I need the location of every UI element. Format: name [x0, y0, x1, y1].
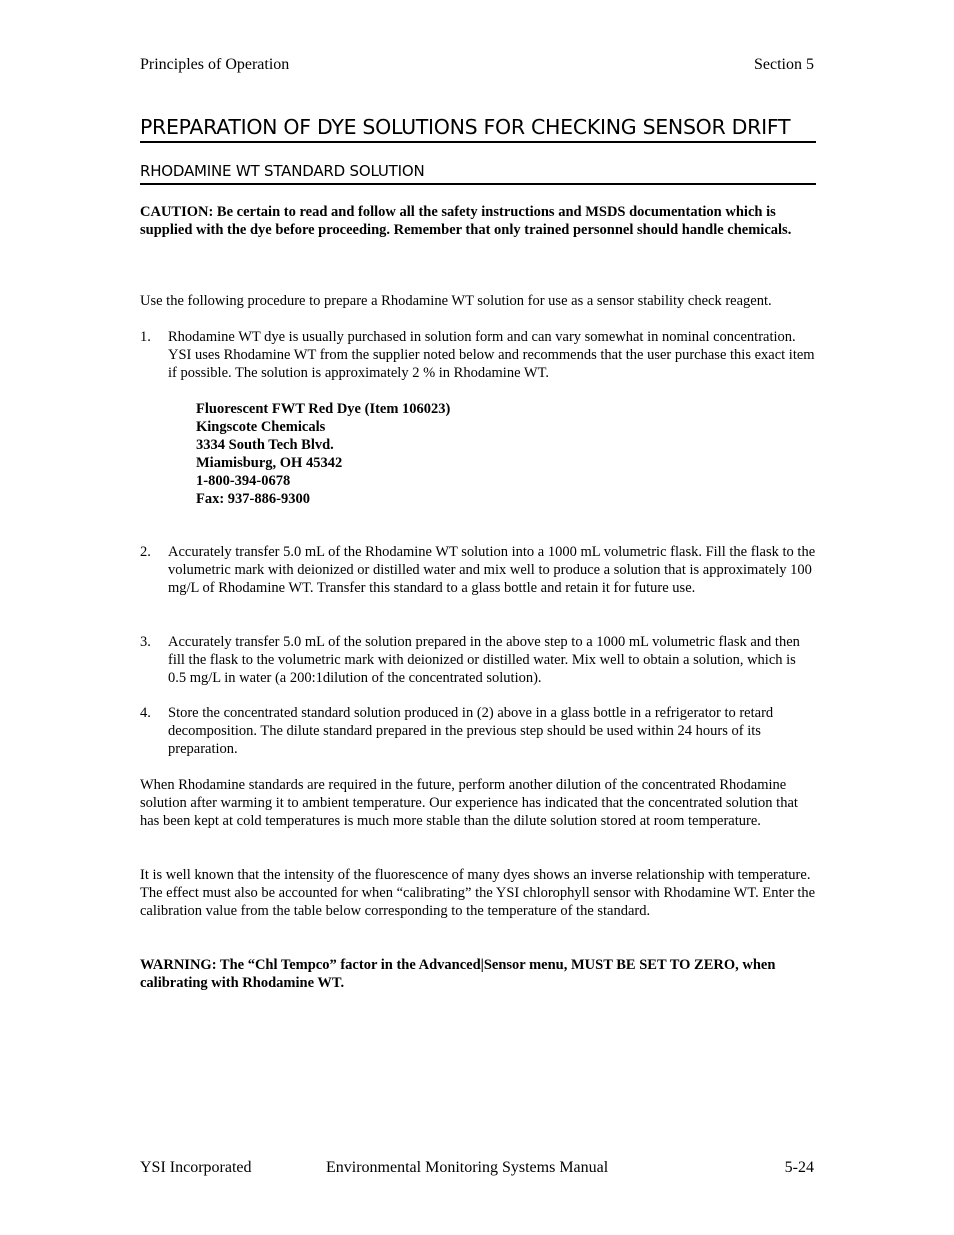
- section-title: PREPARATION OF DYE SOLUTIONS FOR CHECKING SENSOR DRIFT: [140, 114, 816, 143]
- header-section: Section 5: [754, 56, 814, 73]
- step-number: 2.: [140, 544, 151, 560]
- step-text: Accurately transfer 5.0 mL of the Rhodamine WT solution into a 1000 mL volumetric flask. Fill the flask to the volumetric mark with deionized or distilled water and mix well to produce a solution that is approximately 100 mg/L of Rhodamine WT. Transfer this standard to a glass bottle and retain it for future use.: [168, 544, 816, 596]
- step-4: [140, 704, 816, 758]
- header-chapter: Principles of Operation: [140, 56, 290, 73]
- step-text: Accurately transfer 5.0 mL of the solution prepared in the above step to a 1000 mL volumetric flask and then fill the flask to the volumetric mark with deionized or distilled water. Mix well to obtain a solution, which is 0.5 mg/L in water (a 200:1dilution of the concentrated solution).: [168, 634, 800, 686]
- step-text: Store the concentrated standard solution produced in (2) above in a glass bottle in a refrigerator to retard decomposition. The dilute standard prepared in the previous step should be used within 24 hours of its preparation.: [168, 705, 774, 757]
- intro-paragraph: Use the following procedure to prepare a Rhodamine WT solution for use as a sensor stability check reagent.: [140, 293, 772, 309]
- step-text: Rhodamine WT dye is usually purchased in solution form and can vary somewhat in nominal concentration. YSI uses Rhodamine WT from the supplier noted below and recommends that the user purchase this exact item if possible. The solution is approximately 2 % in Rhodamine WT.: [168, 329, 815, 381]
- supplier-street: 3334 South Tech Blvd.: [196, 437, 334, 453]
- supplier-address: [196, 400, 450, 508]
- caution-paragraph: CAUTION: Be certain to read and follow all the safety instructions and MSDS documentation which is supplied with the dye before proceeding. Remember that only trained personnel should handle chemicals.: [140, 204, 792, 238]
- step-number: 3.: [140, 634, 151, 650]
- footer-company: YSI Incorporated: [140, 1159, 252, 1176]
- supplier-phone: 1-800-394-0678: [196, 473, 291, 489]
- step-number: 4.: [140, 705, 151, 721]
- supplier-company: Kingscote Chemicals: [196, 419, 326, 435]
- subsection-title: RHODAMINE WT STANDARD SOLUTION: [140, 161, 816, 185]
- temperature-paragraph: It is well known that the intensity of the fluorescence of many dyes shows an inverse relationship with temperature. The effect must also be accounted for when “calibrating” the YSI chlorophyll sensor with Rhodamine WT. Enter the calibration value from the table below corresponding to the temperature of the standard.: [140, 867, 816, 919]
- page-number: 5-24: [784, 1159, 814, 1176]
- step-number: 1.: [140, 329, 151, 345]
- supplier-product: Fluorescent FWT Red Dye (Item 106023): [196, 401, 451, 417]
- step-1: [140, 328, 816, 382]
- step-2: [140, 543, 816, 597]
- warning-paragraph: WARNING: The “Chl Tempco” factor in the Advanced|Sensor menu, MUST BE SET TO ZERO, when calibrating with Rhodamine WT.: [140, 957, 776, 991]
- footer-manual-title: Environmental Monitoring Systems Manual: [326, 1159, 609, 1176]
- future-standards-paragraph: When Rhodamine standards are required in the future, perform another dilution of the concentrated Rhodamine solution after warming it to ambient temperature. Our experience has indicated that the concentrated solution that has been kept at cold temperatures is much more stable than the dilute solution stored at room temperature.: [140, 777, 798, 829]
- step-3: [140, 633, 816, 687]
- supplier-city: Miamisburg, OH 45342: [196, 455, 343, 471]
- supplier-fax: Fax: 937-886-9300: [196, 491, 310, 507]
